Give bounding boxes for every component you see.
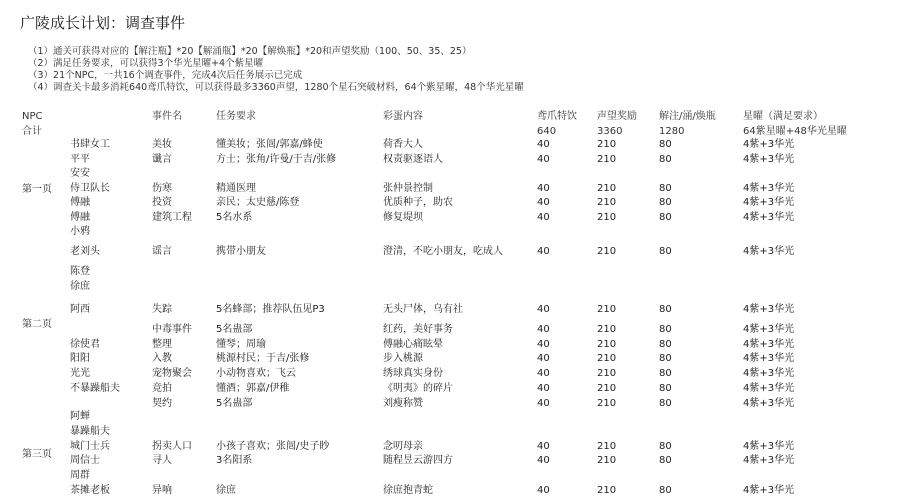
claw-drink: 40 — [537, 383, 550, 394]
material-reward: 80 — [659, 139, 672, 150]
reputation-reward: 210 — [597, 398, 617, 409]
easter-egg: 随程昱云游四方 — [383, 455, 453, 466]
table-row — [0, 337, 910, 352]
material-reward: 80 — [659, 324, 672, 335]
event-name: 竞拍 — [152, 383, 172, 394]
table-row — [0, 264, 910, 279]
totals-mat: 1280 — [659, 126, 685, 137]
reputation-reward: 210 — [597, 183, 617, 194]
task-requirement: 方士；张角/许曼/于吉/张修 — [216, 154, 337, 165]
table-row — [0, 210, 910, 225]
claw-drink: 40 — [537, 324, 550, 335]
header-mat: 解注/涌/焕瓶 — [659, 111, 716, 122]
npc-name: 茶摊老板 — [70, 485, 110, 496]
material-reward: 80 — [659, 197, 672, 208]
npc-name: 老刘头 — [70, 246, 100, 257]
star-reward: 4紫+3华光 — [743, 339, 795, 350]
easter-egg: 无头尸体，乌有社 — [383, 304, 463, 315]
claw-drink: 40 — [537, 197, 550, 208]
claw-drink: 40 — [537, 304, 550, 315]
material-reward: 80 — [659, 485, 672, 496]
star-reward: 4紫+3华光 — [743, 183, 795, 194]
event-name: 宠物聚会 — [152, 368, 192, 379]
header-claw: 鸢爪特饮 — [537, 111, 577, 122]
easter-egg: 念叨母亲 — [383, 441, 423, 452]
easter-egg: 权责驱逐语人 — [383, 154, 443, 165]
claw-drink: 40 — [537, 485, 550, 496]
header-star: 星曜（满足要求） — [743, 111, 823, 122]
material-reward: 80 — [659, 212, 672, 223]
note-item: （3）21个NPC，一共16个调查事件，完成4次后任务展示已完成 — [28, 70, 303, 81]
event-name: 建筑工程 — [152, 212, 192, 223]
star-reward: 4紫+3华光 — [743, 139, 795, 150]
easter-egg: 荷香大人 — [383, 139, 423, 150]
table-row — [0, 279, 910, 294]
table-row — [0, 453, 910, 468]
easter-egg: 澄清，不吃小朋友，吃成人 — [383, 246, 503, 257]
npc-name: 阿蝉 — [70, 411, 90, 422]
material-reward: 80 — [659, 339, 672, 350]
npc-name: 徐庶 — [70, 281, 90, 292]
easter-egg: 张仲景控制 — [383, 183, 433, 194]
task-requirement: 5名蜂部；推荐队伍见P3 — [216, 304, 325, 315]
page-label-1: 第一页 — [22, 184, 52, 195]
event-name: 投资 — [152, 197, 172, 208]
npc-name: 阿西 — [70, 304, 90, 315]
page-title: 广陵成长计划：调查事件 — [20, 14, 186, 32]
star-reward: 4紫+3华光 — [743, 154, 795, 165]
claw-drink: 40 — [537, 246, 550, 257]
table-row — [0, 381, 910, 396]
event-name: 寻人 — [152, 455, 172, 466]
npc-name: 傅融 — [70, 197, 90, 208]
npc-name: 平平 — [70, 154, 90, 165]
material-reward: 80 — [659, 368, 672, 379]
material-reward: 80 — [659, 441, 672, 452]
claw-drink: 40 — [537, 455, 550, 466]
easter-egg: 绣球真实身份 — [383, 368, 443, 379]
table-row — [0, 483, 910, 498]
material-reward: 80 — [659, 353, 672, 364]
npc-name: 暴躁船夫 — [70, 426, 110, 437]
totals-star: 64紫星曜+48华光星曜 — [743, 126, 847, 137]
easter-egg: 优质种子，助农 — [383, 197, 453, 208]
event-name: 契约 — [152, 398, 172, 409]
reputation-reward: 210 — [597, 197, 617, 208]
header-req: 任务要求 — [216, 111, 256, 122]
table-header — [0, 109, 910, 124]
table-row — [0, 302, 910, 317]
table-row — [0, 244, 910, 259]
task-requirement: 携带小朋友 — [216, 246, 266, 257]
table-row — [0, 409, 910, 424]
note-item: （2）满足任务要求，可以获得3个华光星曜+4个紫星曜 — [28, 58, 264, 69]
header-event: 事件名 — [152, 111, 182, 122]
event-name: 中毒事件 — [152, 324, 192, 335]
reputation-reward: 210 — [597, 304, 617, 315]
reputation-reward: 210 — [597, 139, 617, 150]
npc-name: 周信士 — [70, 455, 100, 466]
reputation-reward: 210 — [597, 353, 617, 364]
npc-name: 周群 — [70, 470, 90, 481]
star-reward: 4紫+3华光 — [743, 441, 795, 452]
event-name: 入教 — [152, 353, 172, 364]
npc-name: 安安 — [70, 168, 90, 179]
table-row — [0, 439, 910, 454]
reputation-reward: 210 — [597, 441, 617, 452]
task-requirement: 桃源村民；于吉/张修 — [216, 353, 310, 364]
event-name: 拐卖人口 — [152, 441, 192, 452]
material-reward: 80 — [659, 183, 672, 194]
task-requirement: 小孩子喜欢；张闿/史子眇 — [216, 441, 330, 452]
event-name: 异响 — [152, 485, 172, 496]
table-row — [0, 424, 910, 439]
event-name: 伤寒 — [152, 183, 172, 194]
npc-name: 傅融 — [70, 212, 90, 223]
reputation-reward: 210 — [597, 154, 617, 165]
material-reward: 80 — [659, 398, 672, 409]
star-reward: 4紫+3华光 — [743, 398, 795, 409]
event-name: 整理 — [152, 339, 172, 350]
claw-drink: 40 — [537, 139, 550, 150]
claw-drink: 40 — [537, 339, 550, 350]
star-reward: 4紫+3华光 — [743, 197, 795, 208]
claw-drink: 40 — [537, 183, 550, 194]
event-name: 美妆 — [152, 139, 172, 150]
claw-drink: 40 — [537, 368, 550, 379]
material-reward: 80 — [659, 246, 672, 257]
star-reward: 4紫+3华光 — [743, 485, 795, 496]
material-reward: 80 — [659, 304, 672, 315]
note-item: （1）通关可获得对应的【解注瓶】*20【解涌瓶】*20【解焕瓶】*20和声望奖励（100、50、35、25） — [28, 46, 472, 57]
note-item: （4）调查关卡最多消耗640鸢爪特饮，可以获得最多3360声望，1280个星石突破材料，64个紫星曜，48个华光星曜 — [28, 82, 524, 93]
claw-drink: 40 — [537, 154, 550, 165]
event-name: 失踪 — [152, 304, 172, 315]
easter-egg: 傅融心痛眩晕 — [383, 339, 443, 350]
task-requirement: 5名蛊部 — [216, 398, 253, 409]
table-row — [0, 468, 910, 483]
easter-egg: 徐庶抱青蛇 — [383, 485, 433, 496]
task-requirement: 懂酒；郭嘉/伊稚 — [216, 383, 290, 394]
material-reward: 80 — [659, 383, 672, 394]
easter-egg: 刘瘦称赞 — [383, 398, 423, 409]
totals-label: 合计 — [22, 126, 42, 137]
easter-egg: 红药，美好事务 — [383, 324, 453, 335]
reputation-reward: 210 — [597, 324, 617, 335]
easter-egg: 步入桃源 — [383, 353, 423, 364]
event-name: 谶言 — [152, 154, 172, 165]
easter-egg: 《明夷》的碎片 — [383, 383, 453, 394]
page-label-2: 第二页 — [22, 319, 52, 330]
task-requirement: 小动物喜欢；飞云 — [216, 368, 296, 379]
npc-name: 阳阳 — [70, 353, 90, 364]
npc-name: 城门士兵 — [70, 441, 110, 452]
reputation-reward: 210 — [597, 383, 617, 394]
material-reward: 80 — [659, 455, 672, 466]
table-row — [0, 224, 910, 239]
header-rep: 声望奖励 — [597, 111, 637, 122]
reputation-reward: 210 — [597, 485, 617, 496]
table-row — [0, 322, 910, 337]
table-row — [0, 152, 910, 167]
task-requirement: 5名蛊部 — [216, 324, 253, 335]
claw-drink: 40 — [537, 398, 550, 409]
table-row — [0, 351, 910, 366]
reputation-reward: 210 — [597, 368, 617, 379]
npc-name: 小鸦 — [70, 226, 90, 237]
table-row — [0, 166, 910, 181]
task-requirement: 懂琴；周瑜 — [216, 339, 266, 350]
reputation-reward: 210 — [597, 212, 617, 223]
reputation-reward: 210 — [597, 455, 617, 466]
claw-drink: 40 — [537, 441, 550, 452]
table-row — [0, 366, 910, 381]
claw-drink: 40 — [537, 212, 550, 223]
task-requirement: 3名阳系 — [216, 455, 253, 466]
star-reward: 4紫+3华光 — [743, 368, 795, 379]
task-requirement: 5名水系 — [216, 212, 253, 223]
npc-name: 不暴躁船夫 — [70, 383, 120, 394]
npc-name: 侍卫队长 — [70, 183, 110, 194]
npc-name: 陈登 — [70, 266, 90, 277]
task-requirement: 徐庶 — [216, 485, 236, 496]
star-reward: 4紫+3华光 — [743, 324, 795, 335]
star-reward: 4紫+3华光 — [743, 455, 795, 466]
notes-list — [28, 46, 524, 94]
header-egg: 彩蛋内容 — [383, 111, 423, 122]
task-requirement: 亲民；太史慈/陈登 — [216, 197, 300, 208]
npc-name: 徐使君 — [70, 339, 100, 350]
reputation-reward: 210 — [597, 246, 617, 257]
task-requirement: 懂美妆；张闿/郭嘉/蜂使 — [216, 139, 323, 150]
star-reward: 4紫+3华光 — [743, 383, 795, 394]
page-label-3: 第三页 — [22, 449, 52, 460]
star-reward: 4紫+3华光 — [743, 353, 795, 364]
reputation-reward: 210 — [597, 339, 617, 350]
star-reward: 4紫+3华光 — [743, 246, 795, 257]
task-requirement: 精通医理 — [216, 183, 256, 194]
header-npc: NPC — [22, 111, 43, 122]
event-name: 谣言 — [152, 246, 172, 257]
table-row — [0, 195, 910, 210]
totals-claw: 640 — [537, 126, 557, 137]
star-reward: 4紫+3华光 — [743, 212, 795, 223]
npc-name: 光光 — [70, 368, 90, 379]
claw-drink: 40 — [537, 353, 550, 364]
table-row — [0, 137, 910, 152]
easter-egg: 修复堤坝 — [383, 212, 423, 223]
npc-name: 书肆女工 — [70, 139, 110, 150]
material-reward: 80 — [659, 154, 672, 165]
table-row — [0, 181, 910, 196]
star-reward: 4紫+3华光 — [743, 304, 795, 315]
totals-rep: 3360 — [597, 126, 623, 137]
